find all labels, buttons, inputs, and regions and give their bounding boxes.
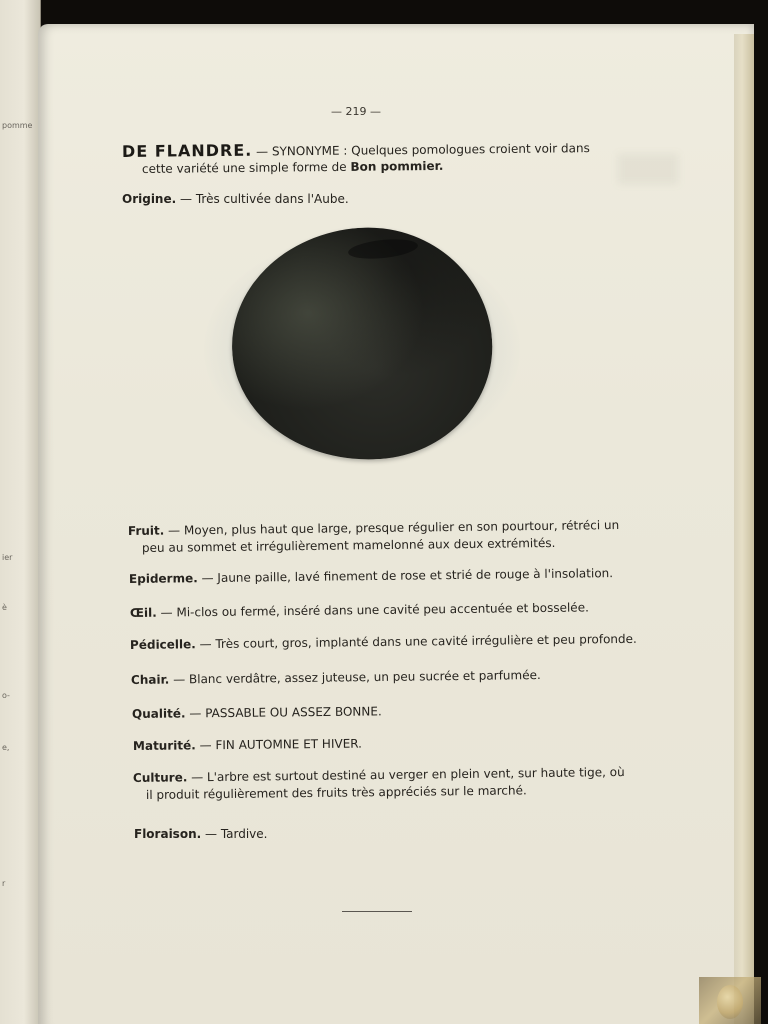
- entry-maturite: [133, 737, 362, 754]
- page-content: [38, 24, 754, 1024]
- origine-entry: [122, 192, 349, 207]
- entry-label: Culture.: [132, 770, 188, 785]
- end-rule: [342, 911, 412, 912]
- synonym-line-2: [142, 159, 444, 177]
- entry-qualite: [132, 704, 382, 722]
- origine-text: — Très cultivée dans l'Aube.: [180, 192, 349, 206]
- entry-text: — Jaune paille, lavé finement de rose et strié de rouge à l'insolation.: [201, 566, 614, 586]
- entry-label: Œil.: [129, 605, 157, 620]
- entry-pedicelle: [130, 632, 637, 653]
- entry-text: — Blanc verdâtre, assez juteuse, un peu sucrée et parfumée.: [173, 667, 541, 687]
- synonym-continuation: cette variété une simple forme de: [141, 159, 347, 176]
- margin-fragment: r: [2, 879, 6, 888]
- corner-thumbnail: [699, 977, 761, 1024]
- entry-text: — Très court, gros, implanté dans une cavité irrégulière et peu profonde.: [199, 631, 637, 652]
- entry-label: Maturité.: [132, 738, 196, 753]
- entry-culture-continuation: [146, 783, 527, 803]
- book-page: [38, 24, 754, 1024]
- entry-label: Floraison.: [134, 827, 202, 841]
- margin-fragment: è: [2, 603, 7, 612]
- fruit-illustration: [198, 220, 528, 470]
- entry-label: Qualité.: [131, 706, 186, 721]
- entry-fruit-continuation: [142, 536, 556, 556]
- variety-heading: [122, 139, 590, 161]
- thumbnail-figure: [717, 985, 743, 1019]
- entry-text: — Moyen, plus haut que large, presque régulier en son pourtour, rétréci un: [168, 517, 620, 538]
- page-number: — 219 —: [331, 105, 381, 118]
- synonym-bold-name: Bon pommier.: [350, 158, 444, 174]
- entry-text: — Tardive.: [205, 827, 268, 841]
- margin-fragment: pomme: [2, 121, 33, 130]
- entry-label: Pédicelle.: [129, 637, 196, 652]
- variety-title: DE FLANDRE.: [121, 140, 253, 161]
- entry-text: — FIN AUTOMNE ET HIVER.: [199, 736, 363, 753]
- entry-epiderme: [129, 566, 613, 587]
- margin-fragment: o-: [2, 691, 10, 700]
- entry-text: — L'arbre est surtout destiné au verger en plein vent, sur haute tige, où: [191, 764, 625, 785]
- margin-fragment: ier: [2, 553, 13, 562]
- facing-page-edge: [0, 0, 41, 1024]
- origine-label: Origine.: [122, 192, 177, 206]
- entry-floraison: [134, 827, 267, 842]
- entry-oeil: [130, 600, 589, 621]
- entry-text: — Mi-clos ou fermé, inséré dans une cavité peu accentuée et bosselée.: [160, 600, 589, 620]
- entry-text: peu au sommet et irrégulièrement mamelonné aux deux extrémités.: [141, 535, 556, 555]
- entry-label: Chair.: [130, 672, 170, 687]
- entry-text: — PASSABLE OU ASSEZ BONNE.: [189, 704, 382, 721]
- entry-text: il produit régulièrement des fruits très appréciés sur le marché.: [145, 783, 527, 802]
- synonym-text: — SYNONYME : Quelques pomologues croient voir dans: [256, 141, 590, 159]
- entry-culture: [133, 765, 625, 786]
- entry-label: Epiderme.: [128, 571, 198, 586]
- entry-chair: [131, 668, 541, 688]
- entry-label: Fruit.: [127, 523, 165, 538]
- margin-fragment: e,: [2, 743, 10, 752]
